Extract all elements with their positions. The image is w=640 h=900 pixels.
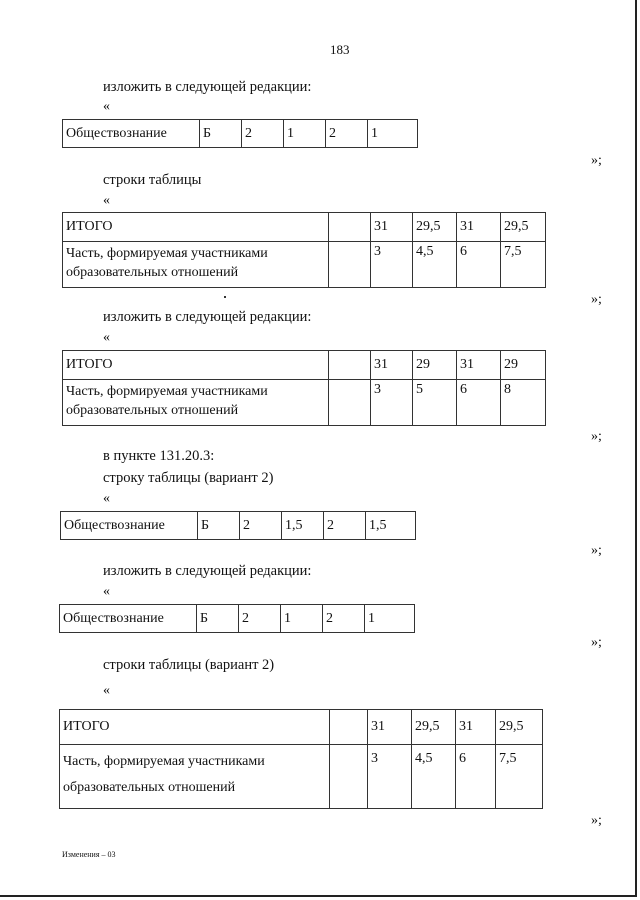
table-cell: 2 bbox=[323, 605, 365, 633]
table-cell: 31 bbox=[371, 213, 413, 242]
open-quote: « bbox=[103, 193, 110, 208]
open-quote: « bbox=[103, 99, 110, 114]
table-cell: 31 bbox=[368, 710, 412, 745]
table-cell: 5 bbox=[413, 380, 457, 426]
table-cell: 6 bbox=[456, 745, 496, 809]
table-cell: ИТОГО bbox=[63, 351, 329, 380]
close-quote: »; bbox=[591, 292, 602, 307]
table-cell: 31 bbox=[457, 351, 501, 380]
table-row bbox=[63, 213, 546, 242]
table-cell: Б bbox=[197, 605, 239, 633]
table-cell: 29,5 bbox=[501, 213, 546, 242]
table-cell: 1 bbox=[281, 605, 323, 633]
table-cell bbox=[329, 380, 371, 426]
table-cell bbox=[329, 351, 371, 380]
cell-line: образовательных отношений bbox=[63, 780, 236, 795]
table-cell: 8 bbox=[501, 380, 546, 426]
open-quote: « bbox=[103, 330, 110, 345]
close-quote: »; bbox=[591, 635, 602, 650]
subject-table bbox=[62, 119, 418, 148]
totals-table bbox=[62, 212, 546, 288]
table-row bbox=[60, 605, 415, 633]
speck bbox=[224, 296, 226, 298]
table-cell: Б bbox=[198, 512, 240, 540]
page-number: 183 bbox=[330, 42, 350, 57]
instruction-text: строки таблицы bbox=[103, 172, 202, 188]
table-cell: 7,5 bbox=[501, 242, 546, 288]
table-cell: ИТОГО bbox=[63, 213, 329, 242]
open-quote: « bbox=[103, 584, 110, 599]
instruction-text: изложить в следующей редакции: bbox=[103, 563, 312, 579]
section-ref-text: в пункте 131.20.3: bbox=[103, 448, 215, 464]
table-cell: 29,5 bbox=[413, 213, 457, 242]
table-row bbox=[63, 120, 418, 148]
footer-label: Изменения – 03 bbox=[62, 850, 116, 859]
table-cell: 29,5 bbox=[496, 710, 543, 745]
table-cell bbox=[329, 242, 371, 288]
table-cell: 2 bbox=[326, 120, 368, 148]
table-row bbox=[63, 351, 546, 380]
close-quote: »; bbox=[591, 543, 602, 558]
table-cell: 1 bbox=[368, 120, 418, 148]
table-cell: 1 bbox=[365, 605, 415, 633]
table-cell bbox=[330, 710, 368, 745]
table-row bbox=[60, 710, 543, 745]
table-cell: Часть, формируемая участниками образовательных отношений bbox=[63, 380, 329, 426]
table-row bbox=[63, 242, 546, 288]
instruction-text: строки таблицы (вариант 2) bbox=[103, 657, 275, 673]
table-cell: 3 bbox=[368, 745, 412, 809]
table-cell: 1 bbox=[284, 120, 326, 148]
table-cell: Обществознание bbox=[60, 605, 197, 633]
table-cell: Обществознание bbox=[61, 512, 198, 540]
cell-line: Часть, формируемая участниками bbox=[63, 754, 265, 769]
table-cell: 29 bbox=[501, 351, 546, 380]
instruction-text: строку таблицы (вариант 2) bbox=[103, 470, 274, 486]
table-cell: 7,5 bbox=[496, 745, 543, 809]
close-quote: »; bbox=[591, 429, 602, 444]
table-cell: 4,5 bbox=[412, 745, 456, 809]
table-cell: 1,5 bbox=[282, 512, 324, 540]
table-cell: 4,5 bbox=[413, 242, 457, 288]
open-quote: « bbox=[103, 491, 110, 506]
instruction-text: изложить в следующей редакции: bbox=[103, 79, 312, 95]
table-cell: 6 bbox=[457, 242, 501, 288]
instruction-text: изложить в следующей редакции: bbox=[103, 309, 312, 325]
close-quote: »; bbox=[591, 813, 602, 828]
totals-table bbox=[62, 350, 546, 426]
subject-table bbox=[60, 511, 416, 540]
table-cell: 3 bbox=[371, 380, 413, 426]
table-cell: 29 bbox=[413, 351, 457, 380]
table-cell: 6 bbox=[457, 380, 501, 426]
table-cell: 2 bbox=[242, 120, 284, 148]
table-cell: ИТОГО bbox=[60, 710, 330, 745]
table-cell bbox=[329, 213, 371, 242]
table-cell: 2 bbox=[324, 512, 366, 540]
table-cell: 1,5 bbox=[366, 512, 416, 540]
table-cell: 2 bbox=[239, 605, 281, 633]
table-row bbox=[63, 380, 546, 426]
table-cell: 2 bbox=[240, 512, 282, 540]
table-cell: 31 bbox=[456, 710, 496, 745]
table-cell: Б bbox=[200, 120, 242, 148]
subject-table bbox=[59, 604, 415, 633]
table-cell bbox=[60, 745, 330, 809]
table-cell: 31 bbox=[371, 351, 413, 380]
table-cell: Обществознание bbox=[63, 120, 200, 148]
table-cell: 3 bbox=[371, 242, 413, 288]
table-row bbox=[61, 512, 416, 540]
table-row bbox=[60, 745, 543, 809]
table-cell: Часть, формируемая участниками образовательных отношений bbox=[63, 242, 329, 288]
close-quote: »; bbox=[591, 153, 602, 168]
table-cell: 29,5 bbox=[412, 710, 456, 745]
totals-table bbox=[59, 709, 543, 809]
table-cell bbox=[330, 745, 368, 809]
table-cell: 31 bbox=[457, 213, 501, 242]
open-quote: « bbox=[103, 683, 110, 698]
